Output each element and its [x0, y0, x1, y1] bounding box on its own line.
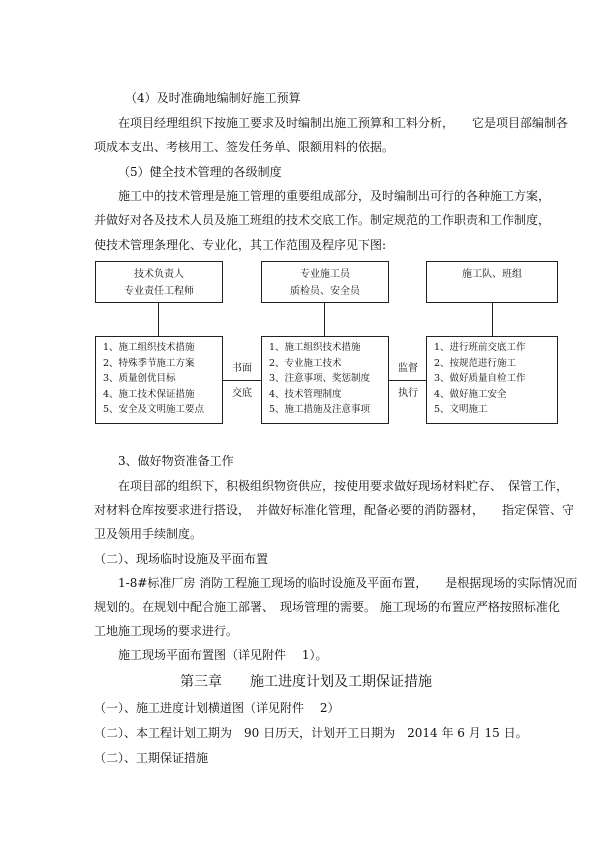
chapter3-item2: （二）、本工程计划工期为 90 日历天，计划开工日期为 2014 年 6 月 15 日。: [94, 726, 528, 740]
top-box-construction-staff: [261, 261, 389, 303]
connector-label-written: 书面: [232, 363, 252, 374]
bottom-box-2-item: 1、施工组织技术措施: [269, 342, 361, 353]
bottom-box-1-item: 4、施工技术保证措施: [103, 388, 195, 400]
bottom-box-construction-staff: [261, 336, 389, 424]
top-box-1-line2: 专业责任工程师: [124, 286, 194, 297]
connector-v3: [492, 303, 493, 336]
bottom-box-2-item: 3、注意事项、奖惩制度: [269, 373, 371, 385]
chapter-title: 第三章 施工进度计划及工期保证措施: [180, 674, 432, 690]
top-box-1-line1: 技术负责人: [134, 269, 184, 280]
section3-line3: 卫及领用手续制度。: [94, 527, 203, 541]
facilities-line3: 工地施工现场的要求进行。: [94, 624, 239, 638]
bottom-box-work-team: [426, 336, 558, 424]
bottom-box-1-item: 1、施工组织技术措施: [103, 342, 195, 353]
section3-line2: 对材料仓库按要求进行搭设， 并做好标准化管理，配备必要的消防器材， 指定保管、守: [94, 503, 575, 517]
top-box-work-team: [426, 261, 558, 303]
p4-heading: （4）及时准确地编制好施工预算: [125, 91, 301, 105]
p4-line1: 在项目经理组织下按施工要求及时编制出施工预算和工料分析， 它是项目部编制各: [118, 116, 569, 130]
facilities-line4: 施工现场平面布置图（详见附件 1）。: [118, 648, 328, 662]
connector-left-line: [223, 380, 261, 381]
bottom-box-3-item: 2、按规范进行施工: [434, 357, 517, 369]
bottom-box-3-item: 4、做好施工安全: [434, 388, 507, 400]
bottom-box-1-item: 5、安全及文明施工要点: [103, 404, 205, 416]
top-box-3-line1: 施工队、班组: [462, 269, 522, 280]
top-box-technical-lead: [95, 261, 223, 303]
bottom-box-2-item: 5、施工措施及注意事项: [269, 404, 371, 416]
top-box-2-line1: 专业施工员: [300, 269, 350, 280]
chapter3-item1: （一）、施工进度计划横道图（详见附件 2）: [94, 701, 340, 715]
bottom-box-2-item: 2、专业施工技术: [269, 357, 342, 369]
connector-right-line: [389, 380, 426, 381]
facilities-line1: 1-8#标准厂房 消防工程施工现场的临时设施及平面布置， 是根据现场的实际情况而: [118, 576, 578, 590]
connector-v2: [324, 303, 325, 336]
p4-line2: 项成本支出、考核用工、签发任务单、限额用料的依据。: [94, 140, 395, 154]
bottom-box-technical-lead: [95, 336, 223, 424]
bottom-box-1-item: 2、特殊季节施工方案: [103, 357, 195, 369]
connector-label-supervise: 监督: [398, 363, 418, 374]
bottom-box-1-item: 3、质量创优目标: [103, 373, 176, 385]
bottom-box-3-item: 1、进行班前交底工作: [434, 342, 526, 353]
bottom-box-3-item: 3、做好质量自检工作: [434, 373, 526, 385]
connector-label-execute: 执行: [398, 388, 418, 399]
section3-heading: 3、做好物资准备工作: [118, 454, 234, 468]
p5-line3: 使技术管理条理化、专业化，其工作范围及程序见下图:: [94, 238, 387, 252]
p5-line2: 并做好对各及技术人员及施工班组的技术交底工作。制定规范的工作职责和工作制度，: [94, 213, 551, 227]
connector-v1: [158, 303, 159, 336]
p5-heading: （5）健全技术管理的各级制度: [118, 165, 282, 179]
chapter3-item3: （二）、工期保证措施: [94, 751, 209, 765]
facilities-heading: （二）、现场临时设施及平面布置: [94, 552, 269, 566]
p5-line1: 施工中的技术管理是施工管理的重要组成部分，及时编制出可行的各种施工方案，: [118, 189, 551, 203]
bottom-box-3-item: 5、文明施工: [434, 404, 488, 416]
section3-line1: 在项目部的组织下，积极组织物资供应，按使用要求做好现场材料贮存、 保管工作，: [118, 479, 569, 493]
top-box-2-line2: 质检员、安全员: [290, 286, 360, 297]
bottom-box-2-item: 4、技术管理制度: [269, 388, 342, 400]
facilities-line2: 规划的。在规划中配合施工部署、 现场管理的需要。 施工现场的布置应严格按照标准化: [94, 600, 560, 614]
connector-label-disclosure: 交底: [232, 388, 252, 399]
